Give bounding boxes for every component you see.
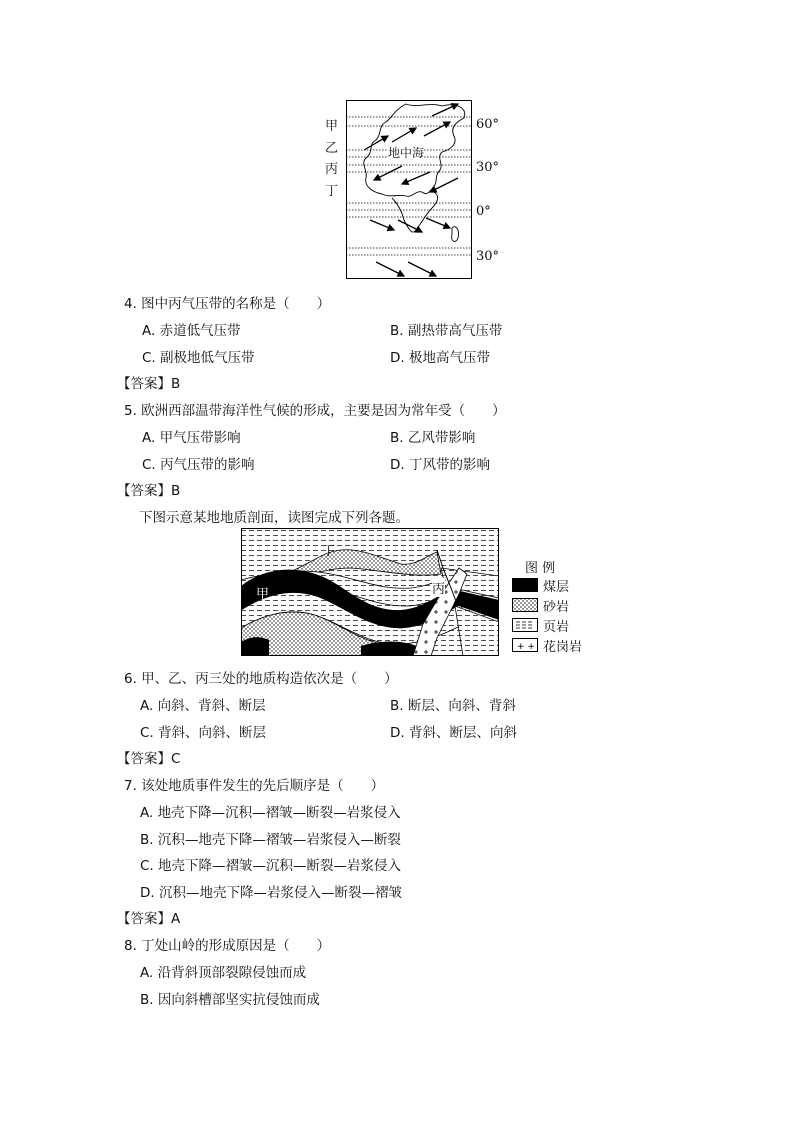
option-b: B. 断层、向斜、背斜: [390, 698, 516, 714]
option-d: D. 背斜、断层、向斜: [390, 725, 517, 741]
option-a: A. 甲气压带影响: [142, 430, 241, 446]
geologic-section: [241, 528, 499, 656]
legend-granite-label: 花岗岩: [543, 640, 583, 655]
question-stem: 4. 图中丙气压带的名称是（ ）: [124, 296, 331, 312]
question-stem: 8. 丁处山岭的形成原因是（ ）: [124, 938, 331, 954]
legend-shale-label: 页岩: [543, 620, 570, 635]
option-c: C. 丙气压带的影响: [142, 457, 255, 473]
legend-shale-swatch: [512, 618, 538, 632]
option-a: A. 地壳下降—沉积—褶皱—断裂—岩浆侵入: [140, 805, 401, 821]
question-stem: 7. 该处地质事件发生的先后顺序是（ ）: [124, 778, 385, 794]
answer: 【答案】B: [117, 483, 181, 499]
option-d: D. 极地高气压带: [390, 350, 490, 366]
option-d: D. 沉积—地壳下降—岩浆侵入—断裂—褶皱: [140, 885, 402, 901]
option-a: A. 向斜、背斜、断层: [140, 698, 266, 714]
legend-coal-swatch: [512, 578, 538, 592]
lat-30n: 30°: [476, 160, 500, 175]
option-c: C. 副极地低气压带: [142, 350, 255, 366]
legend-title: 图 例: [525, 561, 556, 576]
option-c: C. 背斜、向斜、断层: [140, 725, 267, 741]
lat-30s: 30°: [476, 249, 500, 264]
legend-granite-swatch: [512, 638, 538, 652]
section-label-ding: 丁: [322, 544, 336, 559]
legend-coal-label: 煤层: [543, 580, 570, 595]
option-b: B. 副热带高气压带: [390, 323, 503, 339]
section-label-jia: 甲: [256, 587, 270, 602]
legend-sandstone-label: 砂岩: [543, 600, 570, 615]
option-d: D. 丁风带的影响: [390, 457, 490, 473]
map-label-ding: 丁: [325, 184, 339, 199]
section-intro: 下图示意某地地质剖面，读图完成下列各题。: [139, 510, 409, 526]
answer: 【答案】A: [117, 911, 181, 927]
answer: 【答案】C: [117, 751, 181, 767]
lat-60: 60°: [476, 117, 500, 132]
option-b: B. 乙风带影响: [390, 430, 476, 446]
question-stem: 6. 甲、乙、丙三处的地质构造依次是（ ）: [124, 671, 398, 687]
question-stem: 5. 欧洲西部温带海洋性气候的形成，主要是因为常年受（ ）: [124, 403, 506, 419]
legend-sandstone-swatch: [512, 598, 538, 612]
option-a: A. 赤道低气压带: [142, 323, 241, 339]
map-label-bing: 丙: [325, 162, 339, 177]
lat-0: 0°: [476, 204, 491, 219]
option-b: B. 沉积—地壳下降—褶皱—岩浆侵入—断裂: [140, 832, 401, 848]
map-label-yi: 乙: [325, 141, 339, 156]
mediterranean-label: 地中海: [388, 146, 425, 160]
option-c: C. 地壳下降—褶皱—沉积—断裂—岩浆侵入: [140, 858, 402, 874]
section-label-bing: 丙: [432, 578, 445, 597]
wind-belt-map: [346, 100, 474, 280]
answer: 【答案】B: [117, 376, 181, 392]
option-b: B. 因向斜槽部坚实抗侵蚀而成: [140, 992, 320, 1008]
section-label-yi: 乙: [328, 606, 342, 621]
map-label-jia: 甲: [325, 119, 339, 134]
option-a: A. 沿背斜顶部裂隙侵蚀而成: [140, 965, 307, 981]
svg-text:+ +: + +: [517, 642, 535, 652]
